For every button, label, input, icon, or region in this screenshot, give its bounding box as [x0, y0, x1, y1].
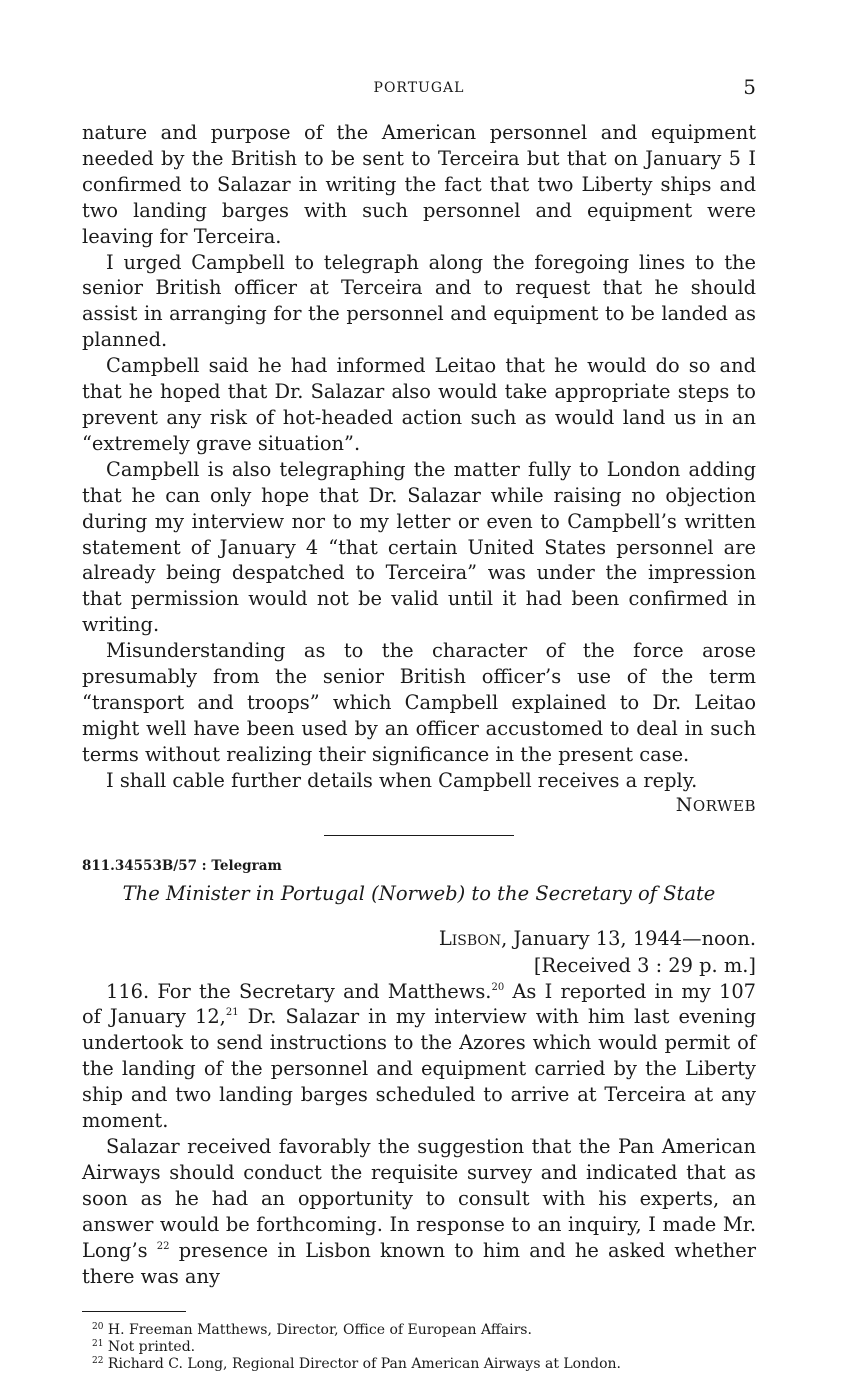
footnotes [82, 1322, 756, 1373]
footnote-text: Not printed. [103, 1339, 196, 1356]
dateline-sent [82, 925, 756, 952]
dateline-place: Lisbon [438, 926, 502, 950]
paragraph: I shall cable further details when Campbell receives a reply. [106, 768, 698, 792]
text-run: As I reported in my 107 of January 12, [82, 979, 756, 1029]
section-divider [324, 835, 514, 836]
signature-initial: N [675, 793, 693, 816]
paragraph: Campbell is also telegraphing the matter fully to London adding that he can only hope that Dr. Salazar while raising no objection during my interview nor to my letter or even to Campbell’s written statement of January 4 “that certain United States personnel are already being despatched to Terceira” was under the impression that permission would not be valid until it had been confirmed in writing. [82, 457, 756, 637]
paragraph [82, 1134, 756, 1289]
paragraph [82, 979, 756, 1134]
footnote-text: H. Freeman Matthews, Director, Office of European Affairs. [103, 1322, 532, 1339]
text-run: Salazar received favorably the suggestion that the Pan American Airways should conduct the requisite survey and indicated that as soon as he had an opportunity to consult with his experts, an answer would be forthcoming. In response to an inquiry, I made Mr. Long’s [82, 1135, 756, 1262]
footnote-text: Richard C. Long, Regional Director of Pan American Airways at London. [103, 1356, 621, 1373]
text-run: presence in Lisbon known to him and he asked whether there was any [82, 1238, 756, 1288]
running-title: PORTUGAL [373, 80, 465, 96]
dateline-received: [Received 3 : 29 p. m.] [533, 953, 756, 977]
continuation-text [82, 120, 756, 794]
footnote-ref: 21 [225, 1007, 239, 1019]
document-title: The Minister in Portugal (Norweb) to the Secretary of State [122, 881, 716, 905]
paragraph: Misunderstanding as to the character of the force arose presumably from the senior British officer’s use of the term “transport and troops” which Campbell explained to Dr. Leitao might well have been used by an officer accustomed to deal in such terms without realizing their significance in the present case. [82, 639, 756, 766]
footnote [82, 1356, 756, 1373]
footnote-ref: 20 [491, 981, 505, 993]
file-reference: 811.34553B/57 : Telegram [82, 857, 282, 874]
footnote-number: 22 [92, 1356, 104, 1367]
dateline-date: , January 13, 1944—noon. [501, 926, 756, 950]
paragraph: nature and purpose of the American personnel and equipment needed by the British to be sent to Terceira but that on January 5 I confirmed to Salazar in writing the fact that two Liberty ships and two landing barges with such personnel and equipment were leaving for Terceira. [82, 121, 756, 248]
footnote-number: 20 [92, 1322, 104, 1333]
signature [82, 794, 756, 817]
text-run: 116. For the Secretary and Matthews. [106, 979, 492, 1003]
text-run: Dr. Salazar in my interview with him last evening undertook to send instructions to the Azores which would permit of the landing of the personnel and equipment carried by the Liberty ship and two landing barges scheduled to arrive at Terceira at any moment. [82, 1005, 756, 1133]
dateline [82, 925, 756, 979]
running-header [82, 72, 756, 104]
signature-rest: ORWEB [692, 796, 756, 815]
footnote-number: 21 [92, 1339, 104, 1350]
footnote [82, 1339, 756, 1356]
paragraph: I urged Campbell to telegraph along the foregoing lines to the senior British officer at Terceira and to request that he should assist in arranging for the personnel and equipment to be landed as planned. [82, 250, 756, 352]
footnote [82, 1322, 756, 1339]
telegram-text [82, 979, 756, 1290]
paragraph: Campbell said he had informed Leitao that he would do so and that he hoped that Dr. Salazar also would take appropriate steps to prevent any risk of hot-headed action such as would land us in an “extremely grave situation”. [82, 354, 756, 455]
document-page [82, 72, 756, 1373]
footnote-divider [82, 1311, 186, 1312]
page-number: 5 [743, 75, 756, 99]
footnote-ref: 22 [156, 1240, 170, 1252]
